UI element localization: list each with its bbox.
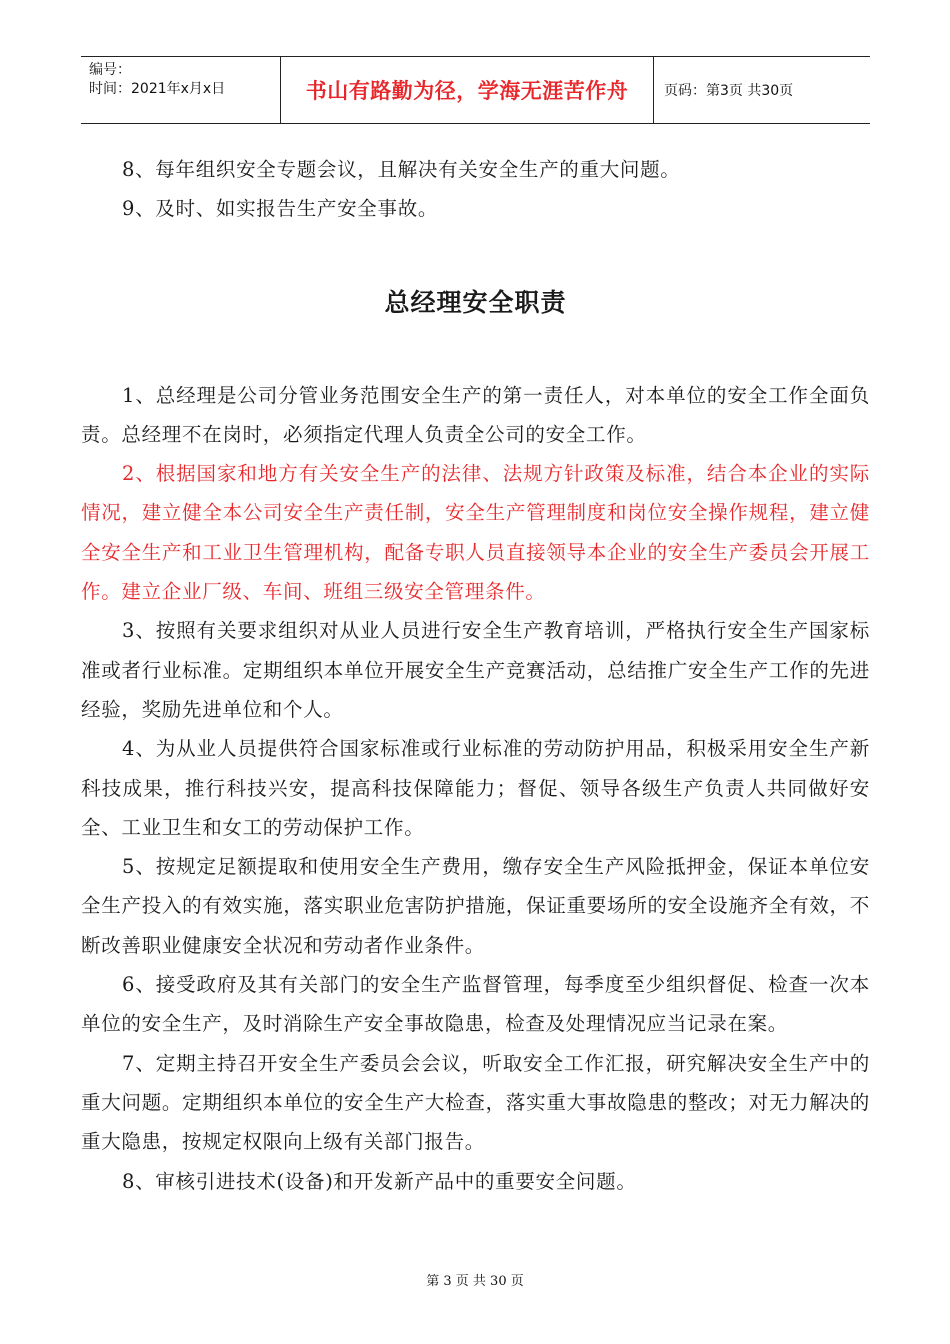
duty-paragraph-1: 1、总经理是公司分管业务范围安全生产的第一责任人，对本单位的安全工作全面负责。总经理不在岗时，必须指定代理人负责全公司的安全工作。 [81,383,870,446]
duty-paragraph-3: 3、按照有关要求组织对从业人员进行安全生产教育培训，严格执行安全生产国家标准或者行业标准。定期组织本单位开展安全生产竞赛活动，总结推广安全生产工作的先进经验，奖励先进单位和个人。 [81,619,870,721]
duty-paragraph-2: 2、根据国家和地方有关安全生产的法律、法规方针政策及标准，结合本企业的实际情况，建立健全本公司安全生产责任制，安全生产管理制度和岗位安全操作规程，建立健全安全生产和工业卫生管理机构，配备专职人员直接领导本企业的安全生产委员会开展工作。建立企业厂级、车间、班组三级安全管理条件。 [81,462,870,604]
header-page-info: 页码：第3页 共30页 [664,83,794,99]
duty-paragraph-7: 7、定期主持召开安全生产委员会会议，听取安全工作汇报，研究解决安全生产中的重大问题。定期组织本单位的安全生产大检查，落实重大事故隐患的整改；对无力解决的重大隐患，按规定权限向上级有关部门报告。 [81,1051,870,1154]
intro-paragraph-8: 8、每年组织安全专题会议，且解决有关安全生产的重大问题。 [122,158,681,181]
document-number-label: 编号： [89,62,131,78]
document-header [81,56,870,124]
duty-paragraph-6: 6、接受政府及其有关部门的安全生产监督管理，每季度至少组织督促、检查一次本单位的安全生产，及时消除生产安全事故隐患，检查及处理情况应当记录在案。 [81,973,870,1036]
header-motto: 书山有路勤为径，学海无涯苦作舟 [281,57,654,123]
duty-paragraph-4: 4、为从业人员提供符合国家标准或行业标准的劳动防护用品，积极采用安全生产新科技成果，推行科技兴安，提高科技保障能力；督促、领导各级生产负责人共同做好安全、工业卫生和女工的劳动保护工作。 [81,737,870,839]
document-time: 时间：2021年x月x日 [89,81,226,97]
duty-paragraph-8: 8、审核引进技术(设备)和开发新产品中的重要安全问题。 [122,1169,637,1193]
intro-paragraph-9: 9、及时、如实报告生产安全事故。 [122,197,439,221]
document-body [81,150,870,1201]
section-title: 总经理安全职责 [384,287,567,317]
page-footer: 第 3 页 共 30 页 [426,1274,524,1289]
header-meta [81,57,281,123]
duty-paragraph-5: 5、按规定足额提取和使用安全生产费用，缴存安全生产风险抵押金，保证本单位安全生产投入的有效实施，落实职业危害防护措施，保证重要场所的安全设施齐全有效，不断改善职业健康安全状况和劳动者作业条件。 [81,855,870,957]
